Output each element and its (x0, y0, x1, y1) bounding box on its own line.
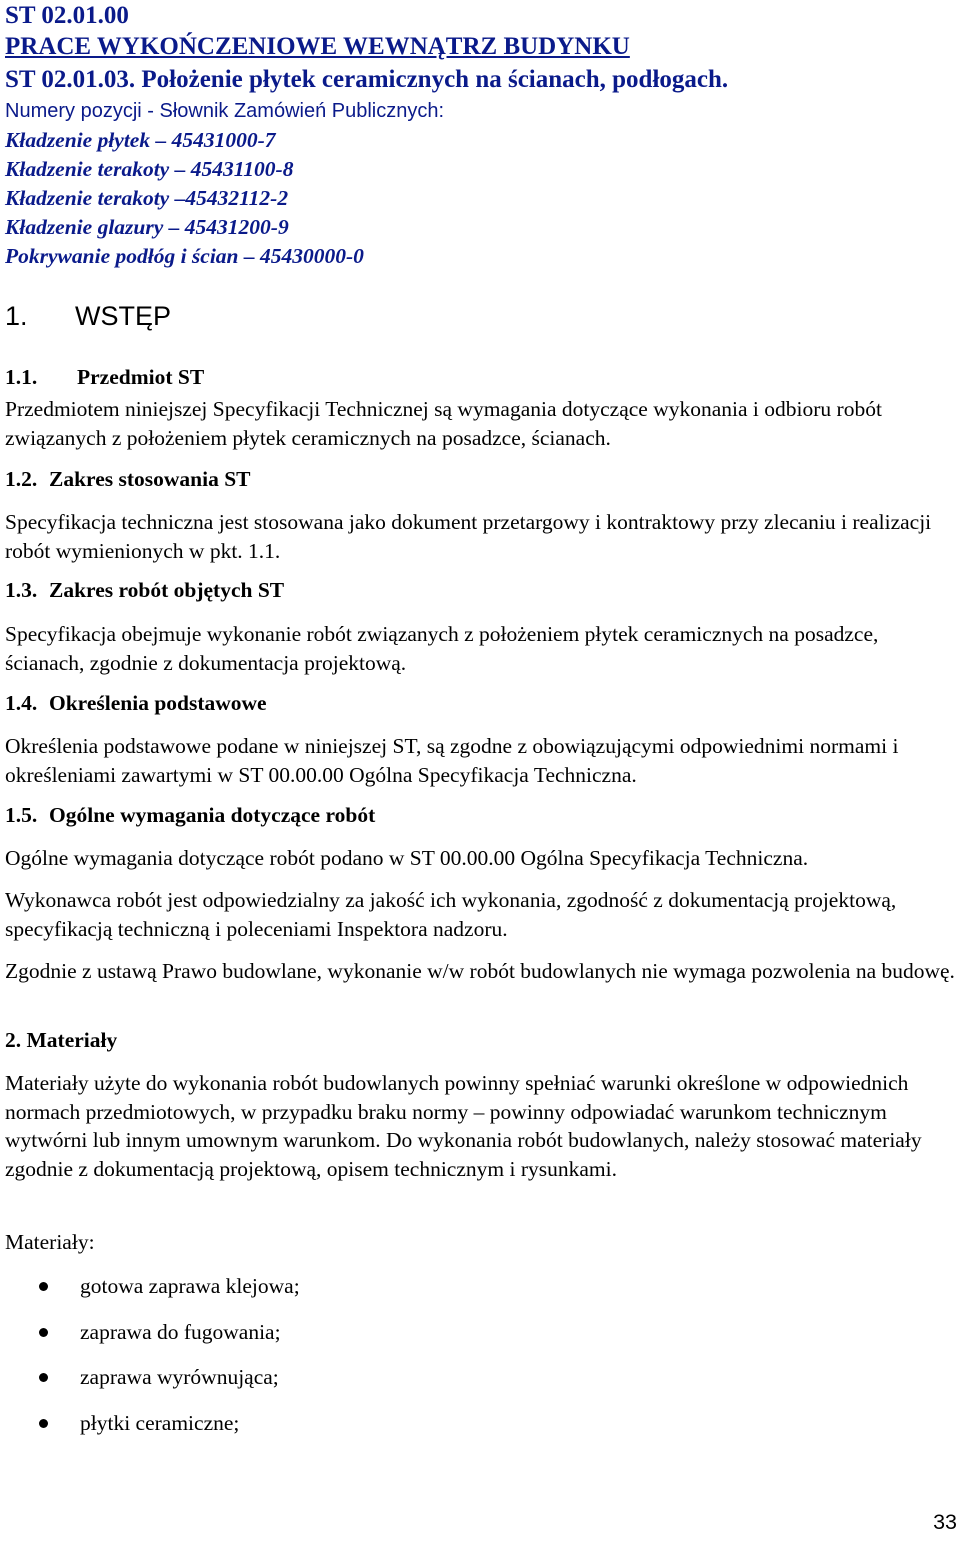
materials-list (5, 1272, 955, 1454)
section-number: 1. (5, 301, 28, 331)
section-heading-intro (5, 301, 171, 332)
bullet-icon (39, 1373, 48, 1382)
subsection-heading-1-5 (5, 803, 375, 828)
cpv-item: Kładzenie terakoty –45432112-2 (5, 186, 289, 210)
cpv-item: Kładzenie terakoty – 45431100-8 (5, 157, 294, 181)
subsection-number: 1.1. (5, 365, 38, 389)
paragraph: Zgodnie z ustawą Prawo budowlane, wykonanie w/w robót budowlanych nie wymaga pozwolenia na budowę. (5, 959, 955, 983)
subsection-heading-1-2 (5, 467, 251, 492)
bullet-icon (39, 1282, 48, 1291)
section-heading-materials: 2. Materiały (5, 1028, 118, 1052)
subsection-title: Przedmiot ST (77, 365, 205, 389)
spec-code: ST 02.01.00 (5, 2, 129, 29)
paragraph: Specyfikacja techniczna jest stosowana jako dokument przetargowy i kontraktowy przy zlecaniu i realizacji robót wymienionych w pkt. 1.1. (5, 510, 932, 563)
cpv-codes (5, 97, 444, 271)
section-title: WSTĘP (75, 301, 172, 331)
subsection-number: 1.4. (5, 691, 38, 715)
bullet-icon (39, 1328, 48, 1337)
subsection-number: 1.5. (5, 803, 38, 827)
paragraph: Wykonawca robót jest odpowiedzialny za jakość ich wykonania, zgodność z dokumentacją projektową, specyfikacją techniczną i poleceniami Inspektora nadzoru. (5, 888, 897, 941)
cpv-item: Kładzenie płytek – 45431000-7 (5, 128, 276, 152)
paragraph: Ogólne wymagania dotyczące robót podano w ST 00.00.00 Ogólna Specyfikacja Techniczna. (5, 846, 809, 870)
page-number: 33 (933, 1510, 957, 1534)
materials-label: Materiały: (5, 1230, 95, 1254)
spec-subtitle: ST 02.01.03. Położenie płytek ceramicznych na ścianach, podłogach. (5, 66, 729, 93)
bullet-icon (39, 1419, 48, 1428)
paragraph: Materiały użyte do wykonania robót budowlanych powinny spełniać warunki określone w odpowiednich normach przedmiotowych, w przypadku braku normy – powinny odpowiadać warunkom technicznym wytwórni lub innym umownym warunkom. Do wykonania robót budowlanych, należy stosować materiały zgodnie z dokumentacją projektową, opisem technicznym i rysunkami. (5, 1071, 922, 1181)
list-item: płytki ceramiczne; (5, 1409, 955, 1455)
subsection-heading-1-4 (5, 691, 267, 716)
list-item: gotowa zaprawa klejowa; (5, 1272, 955, 1318)
subsection-heading-1-3 (5, 578, 284, 603)
subsection-title: Zakres stosowania ST (49, 467, 251, 491)
cpv-item: Kładzenie glazury – 45431200-9 (5, 215, 289, 239)
subsection-title: Ogólne wymagania dotyczące robót (49, 803, 376, 827)
list-item: zaprawa do fugowania; (5, 1318, 955, 1364)
cpv-item: Pokrywanie podłóg i ścian – 45430000-0 (5, 244, 364, 268)
spec-title: PRACE WYKOŃCZENIOWE WEWNĄTRZ BUDYNKU (5, 33, 630, 60)
subsection-number: 1.3. (5, 578, 38, 602)
subsection-heading-1-1 (5, 365, 204, 390)
subsection-number: 1.2. (5, 467, 38, 491)
subsection-title: Określenia podstawowe (49, 691, 267, 715)
list-item: zaprawa wyrównująca; (5, 1363, 955, 1409)
paragraph: Określenia podstawowe podane w niniejszej ST, są zgodne z obowiązującymi odpowiednimi normami i określeniami zawartymi w ST 00.00.00 Ogólna Specyfikacja Techniczna. (5, 734, 899, 787)
cpv-intro: Numery pozycji - Słownik Zamówień Publicznych: (5, 100, 445, 122)
paragraph: Specyfikacja obejmuje wykonanie robót związanych z położeniem płytek ceramicznych na posadzce, ścianach, zgodnie z dokumentacja projektową. (5, 622, 879, 675)
paragraph: Przedmiotem niniejszej Specyfikacji Technicznej są wymagania dotyczące wykonania i odbioru robót związanych z położeniem płytek ceramicznych na posadzce, ścianach. (5, 397, 882, 450)
subsection-title: Zakres robót objętych ST (49, 578, 285, 602)
